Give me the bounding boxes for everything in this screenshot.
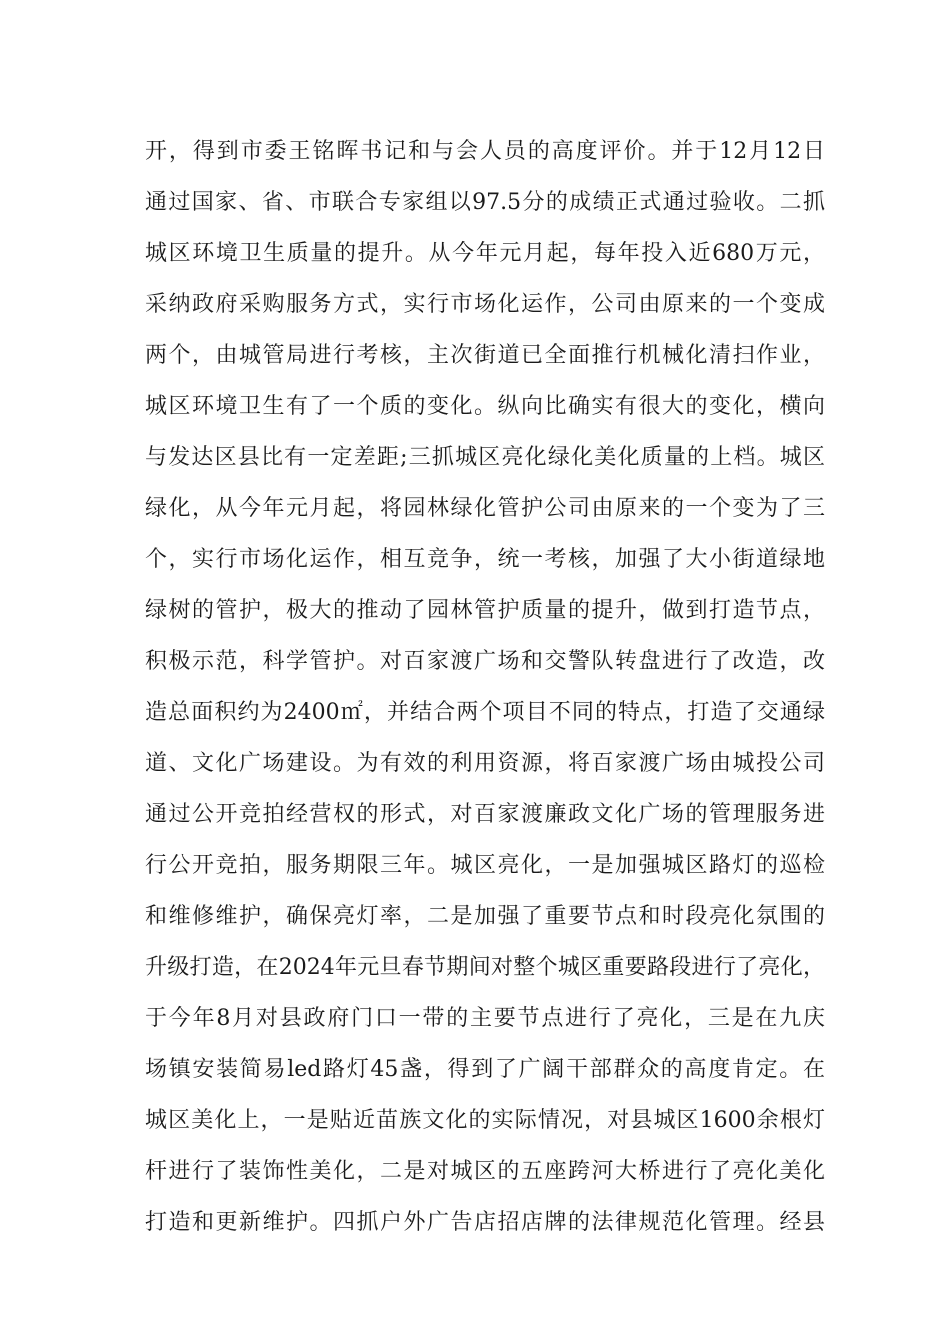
text-line: 道、文化广场建设。为有效的利用资源，将百家渡广场由城投公司 (145, 751, 825, 776)
text-line: 两个，由城管局进行考核，主次街道已全面推行机械化清扫作业， (145, 343, 825, 368)
text-line: 绿树的管护，极大的推动了园林管护质量的提升，做到打造节点， (145, 598, 825, 623)
text-line: 城区环境卫生质量的提升。从今年元月起，每年投入近680万元， (145, 241, 825, 266)
text-line: 于今年8月对县政府门口一带的主要节点进行了亮化，三是在九庆 (145, 1006, 825, 1031)
text-line: 通过国家、省、市联合专家组以97.5分的成绩正式通过验收。二抓 (145, 190, 825, 215)
text-line: 杆进行了装饰性美化，二是对城区的五座跨河大桥进行了亮化美化 (145, 1159, 825, 1184)
text-line: 积极示范，科学管护。对百家渡广场和交警队转盘进行了改造，改 (145, 649, 825, 674)
text-line: 打造和更新维护。四抓户外广告店招店牌的法律规范化管理。经县 (145, 1210, 825, 1235)
text-line: 城区环境卫生有了一个质的变化。纵向比确实有很大的变化，横向 (145, 394, 825, 419)
text-line: 绿化，从今年元月起，将园林绿化管护公司由原来的一个变为了三 (145, 496, 825, 521)
text-line: 个，实行市场化运作，相互竞争，统一考核，加强了大小街道绿地 (145, 547, 825, 572)
text-line: 采纳政府采购服务方式，实行市场化运作，公司由原来的一个变成 (145, 292, 825, 317)
text-line: 城区美化上，一是贴近苗族文化的实际情况，对县城区1600余根灯 (145, 1108, 825, 1133)
text-line: 行公开竞拍，服务期限三年。城区亮化，一是加强城区路灯的巡检 (145, 853, 825, 878)
text-line: 升级打造，在2024年元旦春节期间对整个城区重要路段进行了亮化， (145, 955, 825, 980)
text-line: 和维修维护，确保亮灯率，二是加强了重要节点和时段亮化氛围的 (145, 904, 825, 929)
text-line: 通过公开竞拍经营权的形式，对百家渡廉政文化广场的管理服务进 (145, 802, 825, 827)
text-line: 与发达区县比有一定差距;三抓城区亮化绿化美化质量的上档。城区 (145, 445, 825, 470)
text-line: 造总面积约为2400㎡，并结合两个项目不同的特点，打造了交通绿 (145, 700, 825, 725)
text-line: 场镇安装简易led路灯45盏，得到了广阔干部群众的高度肯定。在 (145, 1057, 825, 1082)
text-line: 开，得到市委王铭晖书记和与会人员的高度评价。并于12月12日 (145, 139, 825, 164)
